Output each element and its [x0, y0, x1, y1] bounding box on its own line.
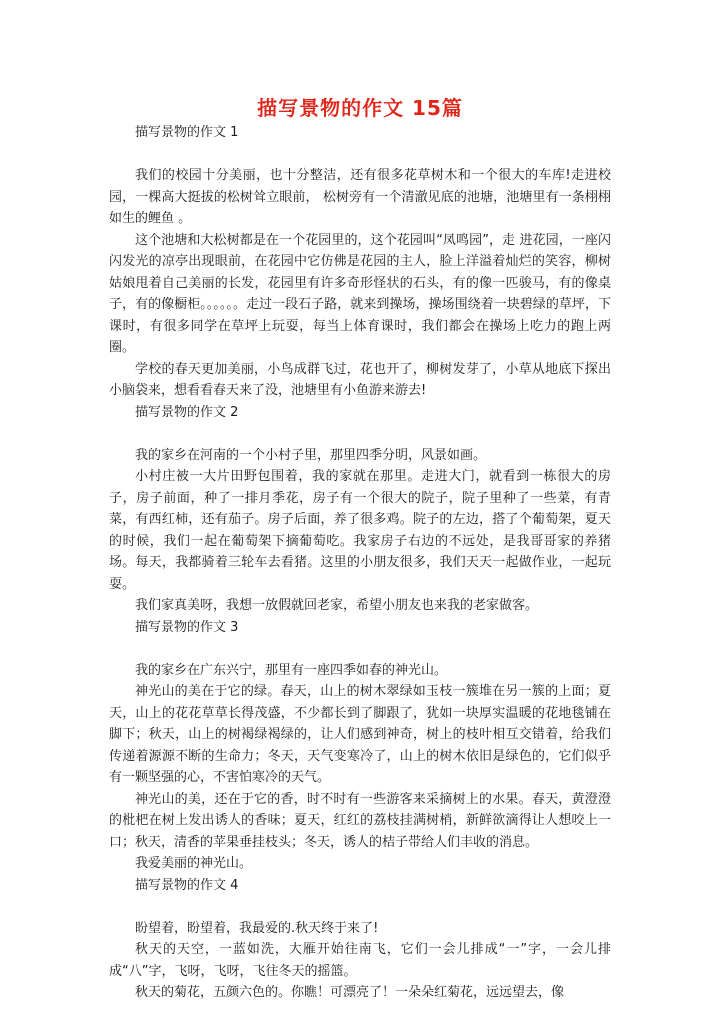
paragraph: 神光山的美在于它的绿。春天，山上的树木翠绿如玉枝一簇堆在另一簇的上面；夏天，山上的花花草草长得茂盛，不少都长到了脚跟了，犹如一块厚实温暖的花地毯铺在脚下；秋天，山上的树褐绿褐绿的，让人们感到神奇，树上的枝叶相互交错着，给我们传递着源源不断的生命力；冬天，天气变寒冷了，山上的树木依旧是绿色的，它们似乎有一颗坚强的心，不害怕寒冷的天气。 [109, 684, 611, 785]
paragraph: 我的家乡在河南的一个小村子里，那里四季分明，风景如画。 [135, 447, 487, 463]
paragraph: 这个池塘和大松树都是在一个花园里的，这个花园叫“凤鸣园”，走 进花园，一座闪闪发光的凉亭出现眼前，在花园中它仿佛是花园的主人，脸上洋溢着灿烂的笑容，柳树姑娘甩着自己美丽的长发，花园里有许多奇形怪状的石头，有的像一匹骏马，有的像桌子，有的像橱柜。。。。。。走过一段石子路，就来到操场，操场围绕着一块碧绿的草坪，下课时，有很多同学在草坪上玩耍，每当上体育课时，我们都会在操场上吃力的跑上两圈。 [109, 232, 611, 355]
essay-heading: 描写景物的作文 4 [135, 877, 239, 893]
essay-heading: 描写景物的作文 1 [135, 125, 239, 140]
essay-heading: 描写景物的作文 3 [135, 619, 239, 635]
blank-line [109, 638, 611, 660]
blank-line [109, 423, 611, 445]
paragraph: 秋天的天空，一蓝如洗，大雁开始往南飞，它们一会儿排成“一”字，一会儿排成“八”字，飞呀，飞呀，飞往冬天的摇篮。 [109, 942, 611, 979]
blank-line [109, 896, 611, 918]
paragraph: 我们家真美呀，我想一放假就回老家，希望小朋友也来我的老家做客。 [135, 598, 539, 613]
paragraph: 盼望着，盼望着，我最爱的.秋天终于来了! [135, 920, 379, 936]
paragraph: 神光山的美，还在于它的香，时不时有一些游客来采摘树上的水果。春天，黄澄澄的枇杷在树上发出诱人的香味；夏天，红红的荔枝挂满树梢，新鲜欲滴得让人想咬上一口；秋天，清香的苹果垂挂枝头；冬天，诱人的桔子带给人们丰收的消息。 [109, 791, 611, 850]
document-title: 描写景物的作文 15篇 [257, 96, 463, 120]
paragraph: 我的家乡在广东兴宁，那里有一座四季如春的神光山。 [135, 662, 448, 678]
paragraph: 我们的校园十分美丽，也十分整洁，还有很多花草树木和一个很大的车库!走进校园，一棵高大挺拔的松树耸立眼前， 松树旁有一个清澈见底的池塘，池塘里有一条栩栩如生的鲤鱼 。 [109, 168, 611, 226]
blank-line [109, 144, 611, 166]
paragraph: 秋天的菊花，五颜六色的。你瞧！可漂亮了！一朵朵红菊花，远远望去，像 [135, 985, 565, 1000]
paragraph: 小村庄被一大片田野包围着，我的家就在那里。走进大门，就看到一栋很大的房子，房子前面，种了一排月季花，房子有一个很大的院子，院子里种了一些菜，有青菜，有西红柿，还有茄子。房子后面，养了很多鸡。院子的左边，搭了个葡萄架，夏天的时候，我们一起在葡萄架下摘葡萄吃。我家房子右边的不远处，是我哥哥家的养猪场。每天，我都骑着三轮车去看猪。这里的小朋友很多，我们天天一起做作业，一起玩耍。 [109, 469, 611, 592]
document-body [109, 122, 611, 1004]
essay-heading: 描写景物的作文 2 [135, 404, 239, 420]
paragraph: 我爱美丽的神光山。 [135, 856, 253, 871]
paragraph: 学校的春天更加美丽，小鸟成群飞过，花也开了，柳树发芽了，小草从地底下探出小脑袋来，想看看春天来了没，池塘里有小鱼游来游去! [109, 361, 611, 398]
